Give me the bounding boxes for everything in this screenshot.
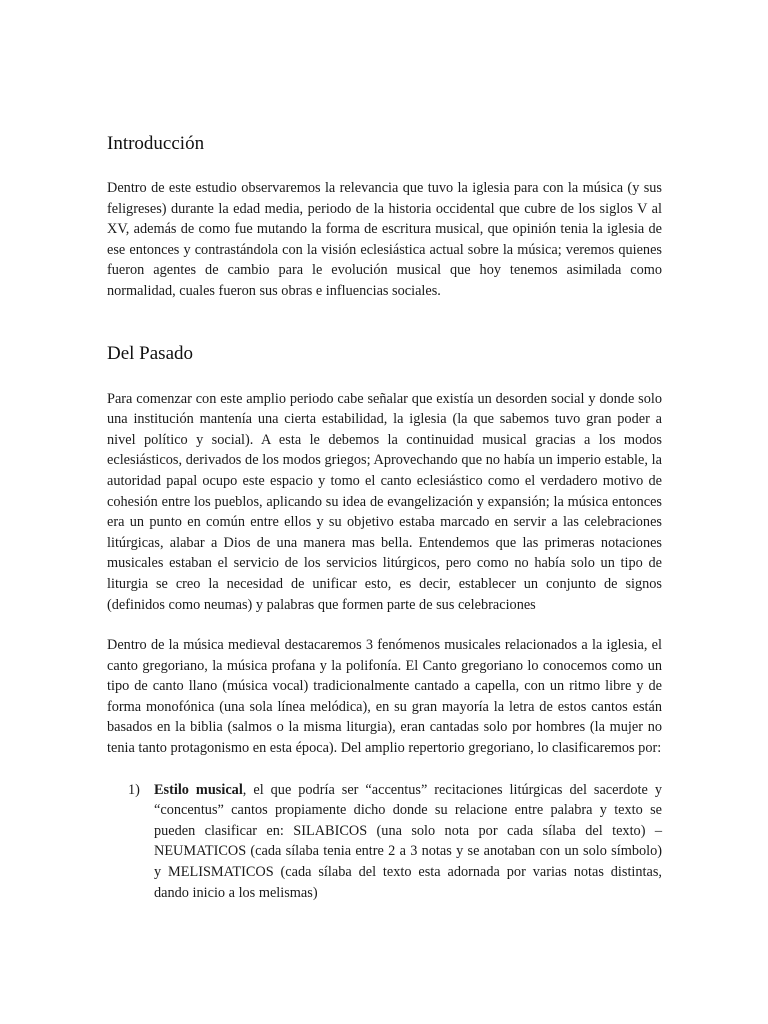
- paragraph-spacer: [107, 615, 662, 635]
- section-heading-introduccion: Introducción: [107, 133, 205, 154]
- document-body: [107, 132, 662, 903]
- list-item-text: , el que podría ser “accentus” recitaciones litúrgicas del sacerdote y “concentus” cantos propiamente dicho donde su relacione entre palabra y texto se pueden clasificar en: SILABICOS (una solo nota por cada sílaba del texto) – NEUMATICOS (cada sílaba tenia entre 2 a 3 notas y se anotaban con un solo símbolo) y MELISMATICOS (cada sílaba del texto esta adornada por varias notas distintas, dando inicio a los melismas): [154, 781, 662, 901]
- paragraph-del-pasado-2: Dentro de la música medieval destacaremos 3 fenómenos musicales relacionados a la iglesia, el canto gregoriano, la música profana y la polifonía. El Canto gregoriano lo conocemos como un tipo de canto llano (música vocal) tradicionalmente cantado a capella, con un ritmo libre y de forma monofónica (una sola línea melódica), en su gran mayoría la letra de estos cantos están basados en la biblia (salmos o la misma liturgia), eran cantadas solo por hombres (la mujer no tenia tanto protagonismo en esta época). Del amplio repertorio gregoriano, lo clasificaremos por:: [107, 637, 662, 757]
- paragraph-introduccion: Dentro de este estudio observaremos la relevancia que tuvo la iglesia para con la música (y sus feligreses) durante la edad media, periodo de la historia occidental que cubre de los siglos V al XV, además de como fue mutando la forma de escritura musical, que opinión tenia la iglesia de ese entonces y contrastándola con la visión eclesiástica actual sobre la música; veremos quienes fueron agentes de cambio para le evolución musical que hoy tenemos asimilada como normalidad, cuales fueron sus obras e influencias sociales.: [107, 180, 662, 299]
- list-item: [107, 780, 662, 904]
- list-item-term: Estilo musical: [154, 781, 243, 798]
- list-item-number: 1): [128, 781, 140, 798]
- classification-list: [107, 780, 662, 904]
- paragraph-del-pasado-1: Para comenzar con este amplio periodo cabe señalar que existía un desorden social y donde solo una institución mantenía una cierta estabilidad, la iglesia (la que sabemos tuvo gran poder a nivel político y social). A esta le debemos la continuidad musical gracias a los modos eclesiásticos, derivados de los modos griegos; Aprovechando que no había un imperio estable, la autoridad papal ocupo este espacio y tomo el canto eclesiástico como el verdadero motivo de cohesión entre los pueblos, aplicando su idea de evangelización y expansión; la música entonces era un punto en común entre ellos y su objetivo estaba marcado en servir a las celebraciones litúrgicas, alabar a Dios de una manera mas bella. Entendemos que las primeras notaciones musicales estaban el servicio de los servicios litúrgicos, pero como no había solo un tipo de liturgia se creo la necesidad de unificar esto, es decir, establecer un conjunto de signos (definidos como neumas) y palabras que formen parte de sus celebraciones: [107, 390, 662, 613]
- section-heading-del-pasado: Del Pasado: [107, 342, 194, 364]
